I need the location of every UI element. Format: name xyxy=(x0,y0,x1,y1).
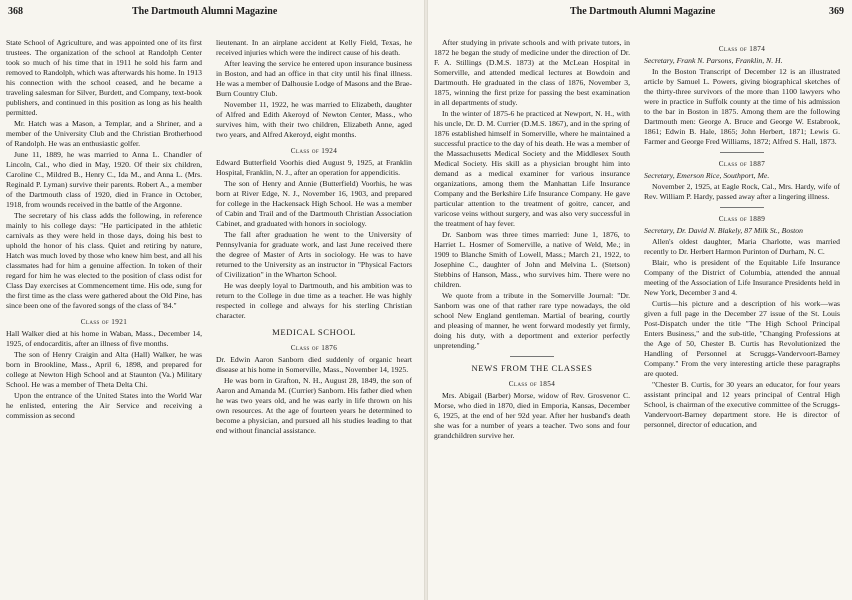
class-heading: Class of 1887 xyxy=(718,160,766,168)
paragraph: Upon the entrance of the United States into the World War he enlisted, entering the Air Service and receiving a commission as second xyxy=(6,391,202,420)
right-page-number: 369 xyxy=(829,6,844,17)
paragraph: Mrs. Abigail (Barber) Morse, widow of Rev. Grosvenor C. Morse, who died in 1870, died in Emporia, Kansas, December 6, 1925, at the end of her 92d year. After her husband's death she was for a number of years a teacher. Two sons and four grandchildren survive her. xyxy=(434,391,630,440)
paragraph: We quote from a tribute in the Somerville Journal: "Dr. Sanborn was one of that rather rare type nowadays, the old school New England gentleman. Martial of bearing, courtly and pleasing of manner, he went forward modestly yet firmly, doing his duty, with a deportment and exterior perfectly unpretending." xyxy=(434,291,630,350)
class-secretary: Secretary, Emerson Rice, Southport, Me. xyxy=(644,171,770,180)
paragraph: November 11, 1922, he was married to Elizabeth, daughter of Alfred and Edith Akeroyd of Newton Center, Mass., who survives him, with their two children, Elizabeth Anne, aged two years, and Alfred Akeroyd, eight months. xyxy=(216,100,412,139)
section-heading: NEWS FROM THE CLASSES xyxy=(471,363,593,373)
left-page xyxy=(0,0,424,600)
left-running-title: The Dartmouth Alumni Magazine xyxy=(132,6,278,17)
class-secretary: Secretary, Dr. David N. Blakely, 87 Milk St., Boston xyxy=(644,226,803,235)
class-heading: Class of 1921 xyxy=(80,318,128,326)
paragraph: Hall Walker died at his home in Waban, Mass., December 14, 1925, of endocarditis, after an illness of five months. xyxy=(6,329,202,348)
paragraph: Dr. Edwin Aaron Sanborn died suddenly of organic heart disease at his home in Somerville, Mass., November 14, 1925. xyxy=(216,355,412,374)
paragraph: Blair, who is president of the Equitable Life Insurance Company of the District of Columbia, attended the annual meeting of the Association of Life Insurance Presidents held in New York, December 3 and 4. xyxy=(644,258,840,297)
paragraph: The son of Henry and Annie (Butterfield) Voorhis, he was born at River Edge, N. J., November 16, 1903, and prepared for college in the Hackensack High School. He was a member of Cabin and Trail and of the Dartmouth Christian Association Cabinet, and graduated with honors in sociology. xyxy=(216,179,412,228)
class-heading: Class of 1876 xyxy=(290,344,338,352)
left-header xyxy=(6,6,418,20)
left-page-number: 368 xyxy=(8,6,23,17)
class-heading: Class of 1874 xyxy=(718,45,766,53)
paragraph: After leaving the service he entered upon insurance business in Boston, and had an office in that city until his final illness. He was a member of Dalhousie Lodge of Masons and the Brae-Burn Country Club. xyxy=(216,59,412,98)
paragraph: Edward Butterfield Voorhis died August 9, 1925, at Franklin Hospital, Franklin, N. J., after an operation for appendicitis. xyxy=(216,158,412,177)
paragraph: Allen's oldest daughter, Maria Charlotte, was married recently to Dr. Herbert Harmon Purinton of Durham, N. C. xyxy=(644,237,840,256)
paragraph: November 2, 1925, at Eagle Rock, Cal., Mrs. Hardy, wife of Rev. William P. Hardy, passed away after a lingering illness. xyxy=(644,182,840,201)
paragraph: lieutenant. In an airplane accident at Kelly Field, Texas, he received injuries which were the indirect cause of his death. xyxy=(216,38,412,57)
paragraph: Dr. Sanborn was three times married: June 1, 1876, to Harriet L. Hosmer of Somerville, a native of Weld, Me.; in 1909 to Blanche Smith of Lowell, Mass.; March 21, 1922, to Josephine C., daughter of John and Melvina L. (Stetson) Stebbins of Hanson, Mass., who survives him. There were no children. xyxy=(434,230,630,289)
section-divider xyxy=(510,356,554,357)
paragraph: Mr. Hatch was a Mason, a Templar, and a Shriner, and a member of the University Club and the Christian Brotherhood of Randolph. He was an enthusiastic golfer. xyxy=(6,119,202,148)
paragraph: The fall after graduation he went to the University of Pennsylvania for graduate work, and last June received there the degree of Master of Arts in sociology. He was to have returned to the University as an instructor in "Physical Factors of Civilization" in the Wharton School. xyxy=(216,230,412,279)
class-heading: Class of 1889 xyxy=(718,215,766,223)
section-divider xyxy=(720,207,764,208)
section-divider xyxy=(720,152,764,153)
right-column-2 xyxy=(644,38,840,431)
section-heading: MEDICAL SCHOOL xyxy=(272,327,356,337)
paragraph: He was deeply loyal to Dartmouth, and his ambition was to return to the College in due time as a teacher. He was highly respected in college and always for his sterling Christian character. xyxy=(216,281,412,320)
paragraph: June 11, 1889, he was married to Anna L. Chandler of Lincoln, Cal., who died in May, 1920. Of their six children, Caroline C., Mildred B., Henry C., Ida M., and Anna L. (Mrs. Reginald P. Lyman) survive their parents. Robert A., a member of the Dartmouth class of 1920, died in France in October, 1918, from wounds received in the battle of the Argonne. xyxy=(6,150,202,209)
class-heading: Class of 1924 xyxy=(290,147,338,155)
right-running-title: The Dartmouth Alumni Magazine xyxy=(570,6,716,17)
paragraph: After studying in private schools and with private tutors, in 1872 he began the study of medicine under the direction of Dr. F. A. Stillings (D.M.S. 1873) at the McLean Hospital in Somerville, and attended medical lectures at Bowdoin and Dartmouth. He graduated in the class of 1876, November 3, 1875, winning the first prize for passing the best examination in all departments of study. xyxy=(434,38,630,107)
left-column-2 xyxy=(216,38,412,437)
right-header xyxy=(434,6,846,20)
paragraph: In the Boston Transcript of December 12 is an illustrated article by Samuel L. Powers, giving biographical sketches of the thirty-three survivors of the more than 1100 lawyers who were in practice in Suffolk county at the time of his admission to the bar in Boston in 1875. Among them are the following Dartmouth men: George A. Bruce and George W. Estabrook, 1861; Edwin B. Hale, 1865; John Herbert, 1871; Lewis G. Farmer and George Fred Williams, 1872; Alfred S. Hall, 1873. xyxy=(644,67,840,146)
paragraph: The secretary of his class adds the following, in reference mainly to his college days: "He participated in the athletic carnivals as they were held in those days, doing his best to uphold the honor of his class. Quiet and retiring by nature, Hatch was much loved by those who knew him best, and all his classmates had for him a genuine affection. In token of their regard for him he was elected to the position of class odist for Class Day exercises at Commencement time. His ode, sung for the first time as the class were gathered about the Old Pine, has since been one of the favored songs of the class of '84." xyxy=(6,211,202,310)
paragraph: Curtis—his picture and a description of his work—was given a full page in the December 27 issue of the St. Louis Post-Dispatch under the title "The High School Principal Enters Business," and the sub-title, "Changing Professions at the Age of 50, Chester B. Curtis has Revolutionized the Handling of Personnel at Scruggs-Vandervoort-Barney Company." From the very interesting article these paragraphs are quoted. xyxy=(644,299,840,378)
paragraph: State School of Agriculture, and was appointed one of its first trustees. The organization of the school at Randolph Center took so much of his time that in 1911 he sold his farm and removed to Randolph, which was afterwards his home. In 1913 his connection with the school ceased, and he became a traveling salesman for Silver, Burdett, and Company, text-book publishers, and continued in this position as long as his health permitted. xyxy=(6,38,202,117)
left-column-1 xyxy=(6,38,202,422)
class-secretary: Secretary, Frank N. Parsons, Franklin, N. H. xyxy=(644,56,783,65)
right-page xyxy=(428,0,852,600)
right-column-1 xyxy=(434,38,630,442)
class-heading: Class of 1854 xyxy=(508,380,556,388)
paragraph: The son of Henry Craigin and Alta (Hall) Walker, he was born in Brookline, Mass., April 6, 1898, and prepared for college at Newton High School and at Staunton (Va.) Military School. He was a member of Theta Delta Chi. xyxy=(6,350,202,389)
paragraph: "Chester B. Curtis, for 30 years an educator, for four years assistant principal and 12 years principal of Central High School, is chairman of the executive committee of the Scruggs-Vandervoort-Barney department store. He is director of personnel, director of education, and xyxy=(644,380,840,429)
paragraph: He was born in Grafton, N. H., August 28, 1849, the son of Aaron and Amanda M. (Currier) Sanborn. His father died when he was two years old, and he was early in life thrown on his own resources. At the age of fourteen years he determined to become a physician, and pursued all his studies leading to that end without financial assistance. xyxy=(216,376,412,435)
paragraph: In the winter of 1875-6 he practiced at Newport, N. H., with his uncle, Dr. D. M. Currier (D.M.S. 1867), and in the spring of 1876 established himself in Somerville, where he maintained a successful practice to the day of his death. He was a member of the Massachusetts Medical Society and the Middlesex South Medical Society. His skill as a physician brought him into demand as a medical examiner for various insurance organizations, among them the Manhattan Life Insurance Company and the Berkshire Life Insurance Company. He gave particular attention to the treatment of goitre, cancer, and varicose veins without surgery, and was also very successful in the treatment of hay fever. xyxy=(434,109,630,228)
